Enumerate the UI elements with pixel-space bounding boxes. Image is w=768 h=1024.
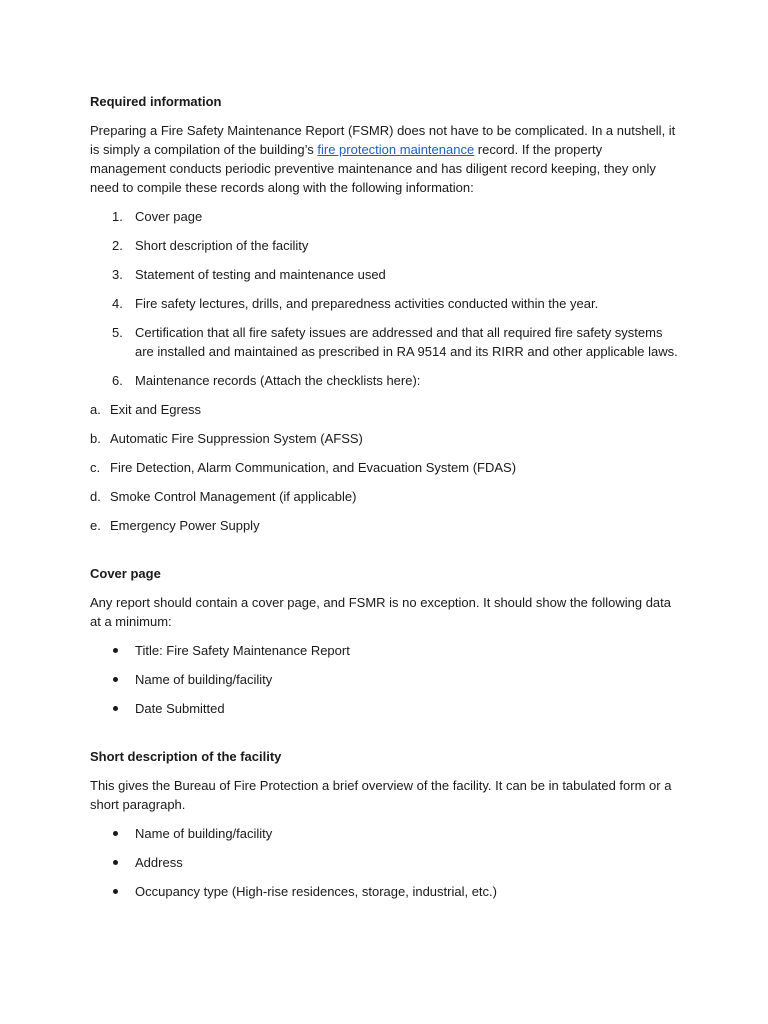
list-item — [90, 323, 680, 361]
bullet-icon — [113, 706, 118, 711]
list-item-letter: c. — [90, 460, 101, 475]
bullet-icon — [113, 889, 118, 894]
section-heading-required-information: Required information — [90, 94, 222, 109]
list-item-text: Fire Detection, Alarm Communication, and Evacuation System (FDAS) — [110, 460, 517, 475]
list-item — [90, 429, 680, 448]
list-item — [90, 853, 680, 872]
list-item — [90, 882, 680, 901]
list-item — [90, 400, 680, 419]
list-item — [90, 207, 680, 226]
short-description-bullet-list — [90, 824, 680, 901]
intro-text-part1: Preparing a Fire Safety Maintenance Report (FSMR) does not have to be complicated. In a nutshell, it is simply a compilation of the building’s — [90, 123, 676, 157]
list-item-text: Automatic Fire Suppression System (AFSS) — [110, 431, 363, 446]
bullet-icon — [113, 648, 118, 653]
list-item — [90, 371, 680, 390]
list-item — [90, 236, 680, 255]
list-item-number: 1. — [112, 209, 123, 224]
bullet-icon — [113, 831, 118, 836]
list-item-number: 5. — [112, 325, 123, 340]
list-item-letter: d. — [90, 489, 101, 504]
list-item-letter: e. — [90, 518, 101, 533]
list-item-letter: a. — [90, 402, 101, 417]
cover-page-paragraph: Any report should contain a cover page, and FSMR is no exception. It should show the following data at a minimum: — [90, 595, 672, 629]
list-item-number: 6. — [112, 373, 123, 388]
list-item — [90, 699, 680, 718]
list-item-text: Smoke Control Management (if applicable) — [110, 489, 357, 504]
list-item — [90, 458, 680, 477]
short-description-paragraph: This gives the Bureau of Fire Protection a brief overview of the facility. It can be in tabulated form or a short paragraph. — [90, 778, 672, 812]
list-item — [90, 824, 680, 843]
list-item-text: Name of building/facility — [135, 826, 273, 841]
section-heading-cover-page: Cover page — [90, 566, 161, 581]
lettered-list — [90, 400, 680, 535]
list-item-text: Exit and Egress — [110, 402, 202, 417]
list-item-number: 3. — [112, 267, 123, 282]
list-item-text: Address — [135, 855, 183, 870]
list-item — [90, 641, 680, 660]
list-item-text: Cover page — [135, 209, 203, 224]
list-item-number: 2. — [112, 238, 123, 253]
list-item-number: 4. — [112, 296, 123, 311]
list-item-text: Name of building/facility — [135, 672, 273, 687]
list-item — [90, 516, 680, 535]
intro-text-part2: record. If the property management conducts periodic preventive maintenance and has diligent record keeping, they only need to compile these records along with the following information: — [90, 142, 656, 195]
list-item-text: Emergency Power Supply — [110, 518, 260, 533]
list-item — [90, 487, 680, 506]
section-heading-short-description: Short description of the facility — [90, 749, 282, 764]
section-spacer — [90, 728, 680, 747]
list-item-text: Maintenance records (Attach the checklists here): — [135, 373, 421, 388]
list-item — [90, 294, 680, 313]
bullet-icon — [113, 677, 118, 682]
list-item-text: Title: Fire Safety Maintenance Report — [135, 643, 350, 658]
list-item-text: Date Submitted — [135, 701, 225, 716]
list-item-text: Occupancy type (High-rise residences, storage, industrial, etc.) — [135, 884, 497, 899]
list-item — [90, 265, 680, 284]
numbered-list — [90, 207, 680, 390]
list-item-text: Certification that all fire safety issues are addressed and that all required fire safety systems are installed and maintained as prescribed in RA 9514 and its RIRR and other applicable laws. — [135, 325, 678, 359]
list-item-text: Statement of testing and maintenance used — [135, 267, 386, 282]
intro-paragraph — [90, 121, 680, 197]
fire-protection-maintenance-link[interactable]: fire protection maintenance — [317, 142, 475, 157]
list-item-text: Short description of the facility — [135, 238, 309, 253]
document-page — [90, 92, 680, 911]
section-spacer — [90, 545, 680, 564]
bullet-icon — [113, 860, 118, 865]
cover-page-bullet-list — [90, 641, 680, 718]
list-item — [90, 670, 680, 689]
list-item-letter: b. — [90, 431, 101, 446]
list-item-text: Fire safety lectures, drills, and preparedness activities conducted within the year. — [135, 296, 599, 311]
